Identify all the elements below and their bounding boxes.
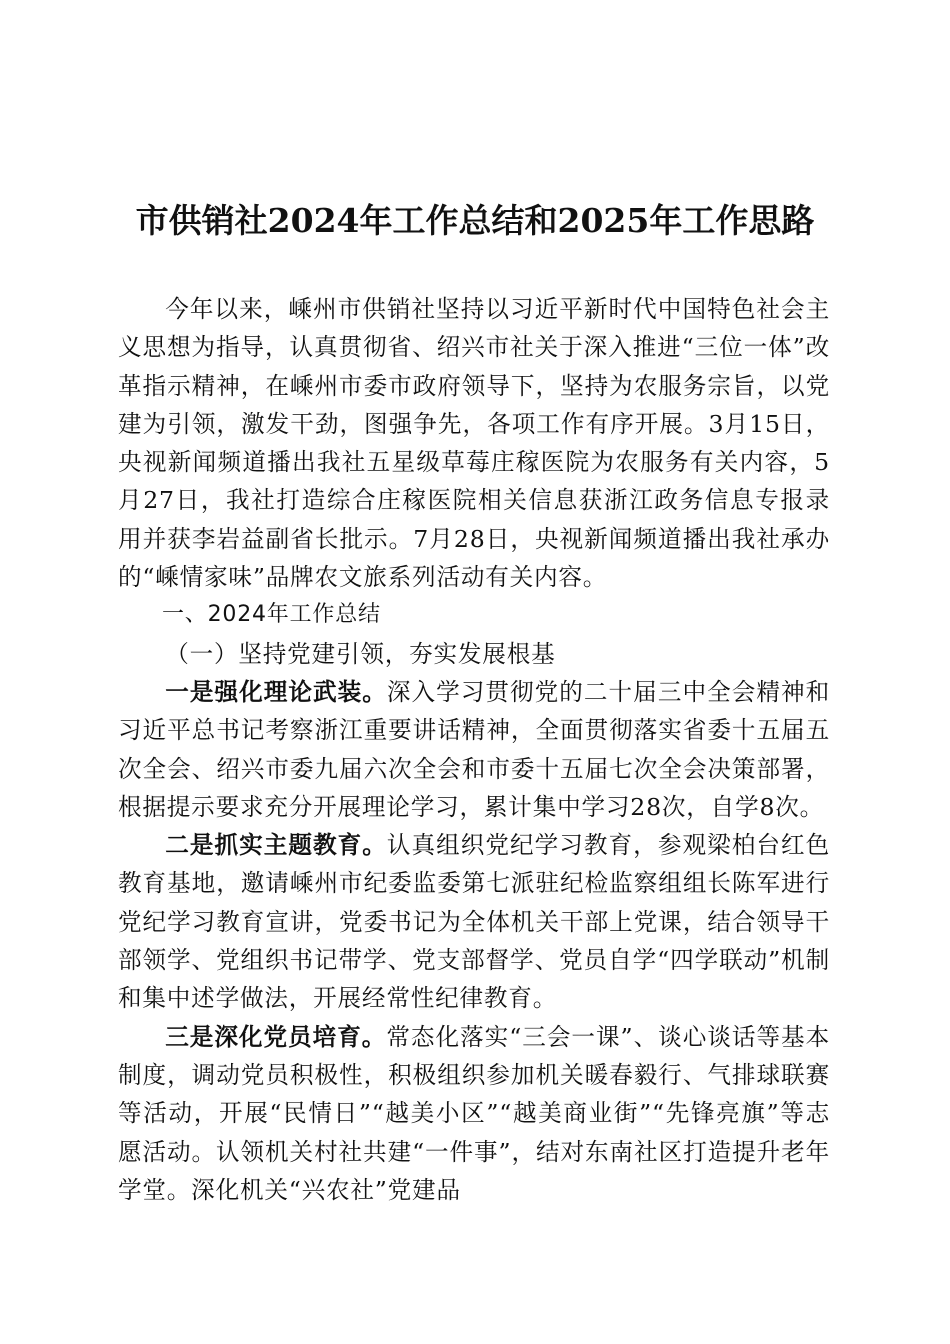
item-lead-2: 二是抓实主题教育。 — [165, 831, 387, 860]
item-paragraph-3 — [118, 1018, 830, 1209]
item-paragraph-1 — [118, 673, 830, 826]
subsection-heading: （一）坚持党建引领，夯实发展根基 — [165, 639, 556, 668]
document-body — [118, 290, 830, 1209]
section-heading: 一、2024年工作总结 — [162, 602, 381, 628]
item-text-1: 深入学习贯彻党的二十届三中全会精神和习近平总书记考察浙江重要讲话精神，全面贯彻落实省委十五届五次全会、绍兴市委九届六次全会和市委十五届七次全会决策部署，根据提示要求充分开展理论学习，累计集中学习28次，自学8次。 — [118, 677, 830, 821]
item-paragraph-2 — [118, 826, 830, 1017]
item-text-3: 常态化落实“三会一课”、谈心谈话等基本制度，调动党员积极性，积极组织参加机关暖春毅行、气排球联赛等活动，开展“民情日”“越美小区”“越美商业街”“先锋亮旗”等志愿活动。认领机关村社共建“一件事”，结对东南社区打造提升老年学堂。深化机关“兴农社”党建品 — [118, 1022, 831, 1204]
intro-paragraph: 今年以来，嵊州市供销社坚持以习近平新时代中国特色社会主义思想为指导，认真贯彻省、绍兴市社关于深入推进“三位一体”改革指示精神，在嵊州市委市政府领导下，坚持为农服务宗旨，以党建为引领，激发干劲，图强争先，各项工作有序开展。3月15日，央视新闻频道播出我社五星级草莓庄稼医院为农服务有关内容，5月27日，我社打造综合庄稼医院相关信息获浙江政务信息专报录用并获李岩益副省长批示。7月28日，央视新闻频道播出我社承办的“嵊情家味”品牌农文旅系列活动有关内容。 — [118, 295, 830, 592]
item-lead-3: 三是深化党员培育。 — [165, 1022, 387, 1051]
document-title: 市供销社2024年工作总结和2025年工作思路 — [135, 201, 815, 240]
item-text-2: 认真组织党纪学习教育，参观梁柏台红色教育基地，邀请嵊州市纪委监委第七派驻纪检监察组组长陈军进行党纪学习教育宣讲，党委书记为全体机关干部上党课，结合领导干部领学、党组织书记带学、党支部督学、党员自学“四学联动”机制和集中述学做法，开展经常性纪律教育。 — [118, 831, 830, 1013]
item-lead-1: 一是强化理论武装。 — [165, 677, 387, 706]
